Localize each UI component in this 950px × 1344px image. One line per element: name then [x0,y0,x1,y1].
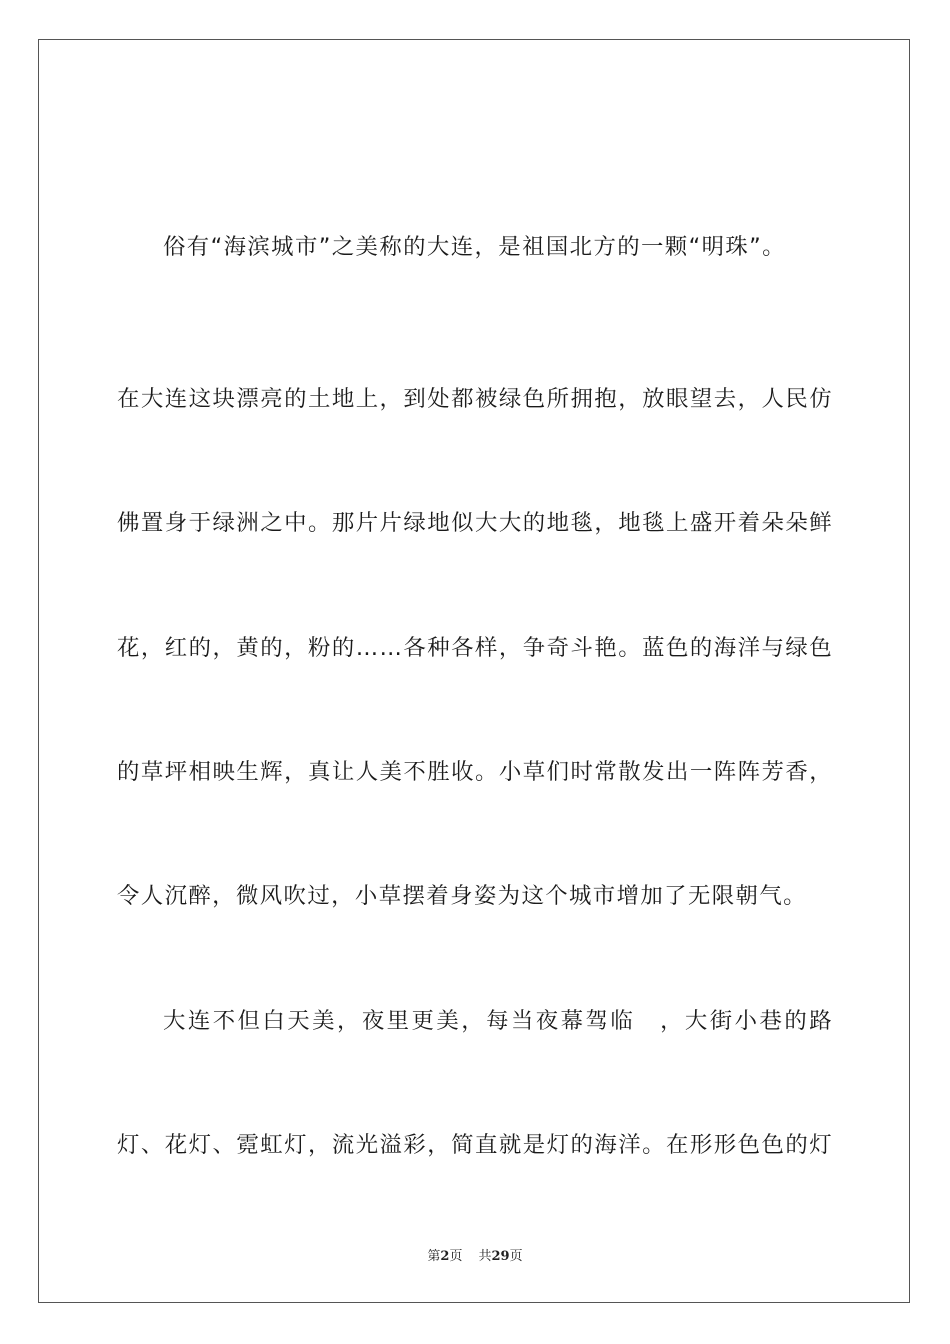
footer-total-pages: 29 [491,1249,510,1264]
paragraph-1-line-5: 的草坪相映生辉，真让人美不胜收。小草们时常散发出一阵阵芳香， [117,759,833,785]
paragraph-2-line-2: 灯、花灯、霓虹灯，流光溢彩，简直就是灯的海洋。在形形色色的灯 [117,1132,833,1158]
paragraph-1-line-2: 在大连这块漂亮的土地上，到处都被绿色所拥抱，放眼望去，人民仿 [117,386,833,412]
footer-page-prefix: 第 [427,1249,441,1264]
footer-total-prefix: 共 [478,1249,492,1264]
page-border [38,39,910,1303]
footer-total-suffix: 页 [509,1249,523,1264]
paragraph-1-line-4: 花，红的，黄的，粉的……各种各样，争奇斗艳。蓝色的海洋与绿色 [117,635,833,661]
paragraph-2-line-1: 大连不但白天美，夜里更美，每当夜幕驾临 ，大街小巷的路 [163,1008,833,1034]
paragraph-1-line-1: 俗有“海滨城市”之美称的大连，是祖国北方的一颗“明珠”。 [163,234,786,260]
paragraph-1-line-3: 佛置身于绿洲之中。那片片绿地似大大的地毯，地毯上盛开着朵朵鲜 [117,510,833,536]
footer-page-number: 2 [440,1249,450,1264]
page-footer [0,1248,950,1266]
paragraph-1-line-6: 令人沉醉，微风吹过，小草摆着身姿为这个城市增加了无限朝气。 [117,883,807,909]
footer-page-suffix: 页 [449,1249,463,1264]
